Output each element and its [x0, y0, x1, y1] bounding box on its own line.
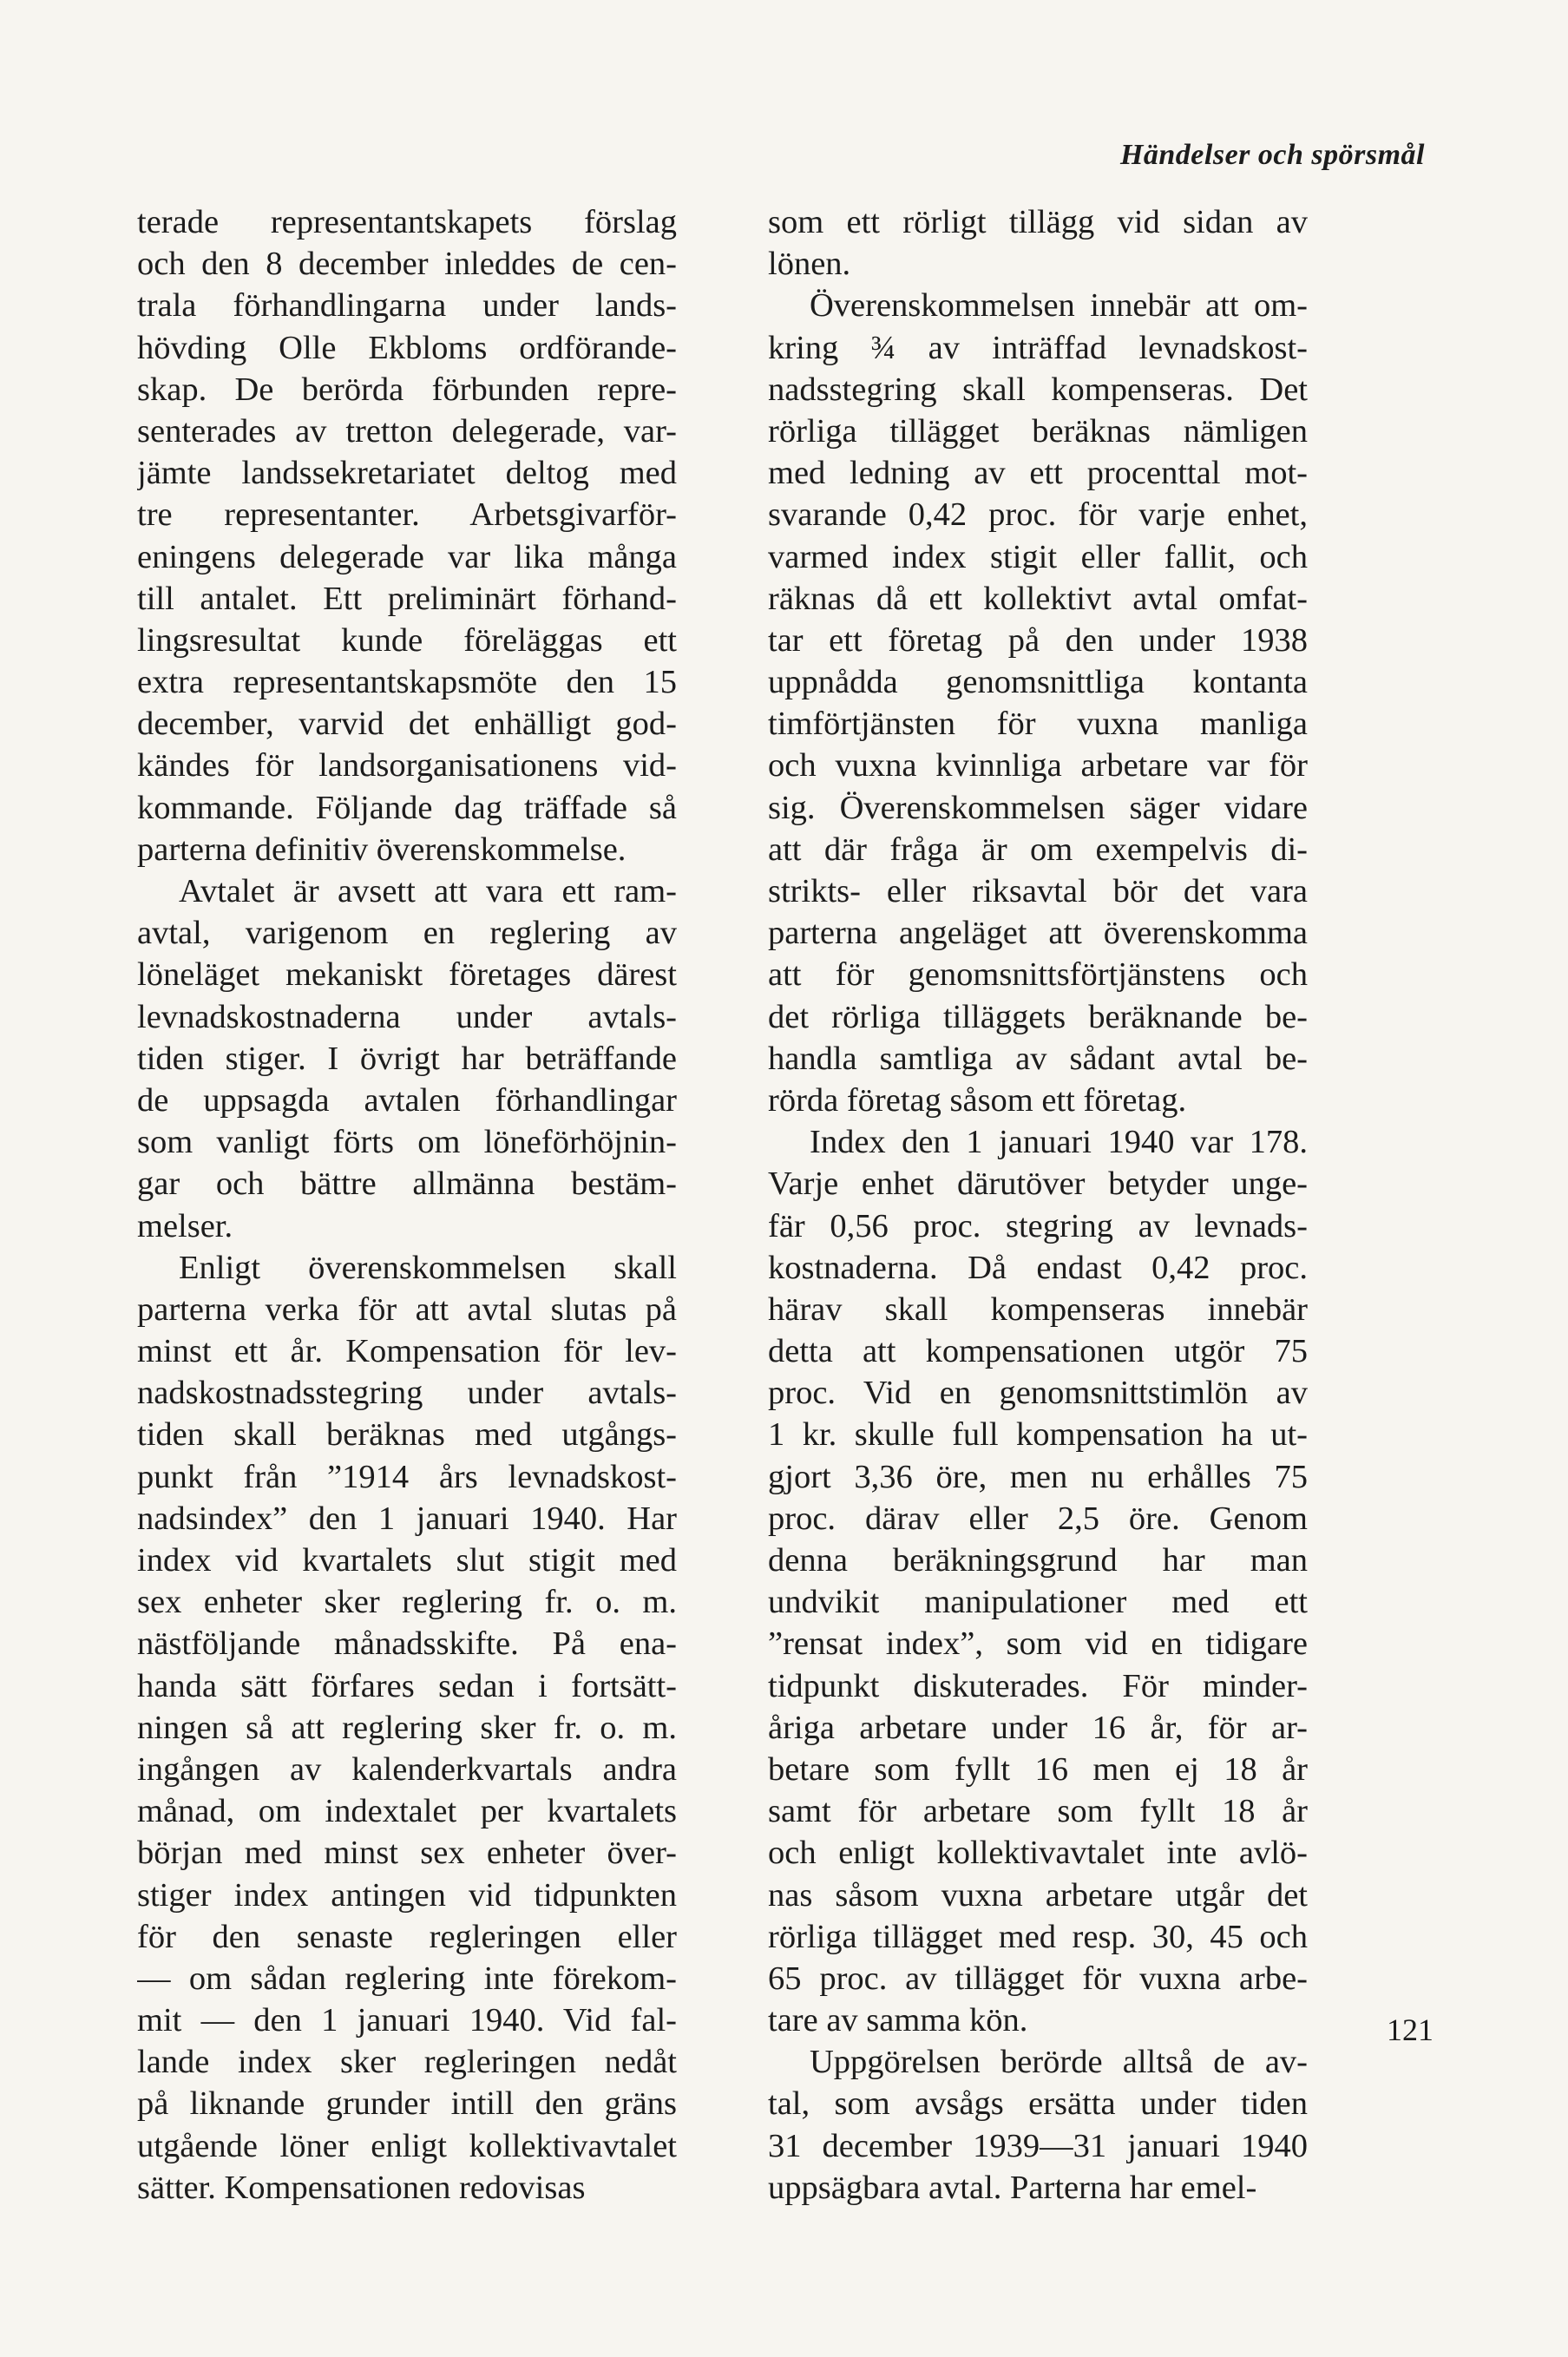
- text-line: löneläget mekaniskt företages därest: [137, 956, 677, 994]
- text-line: rörliga tillägget med resp. 30, 45 och: [768, 1918, 1308, 1955]
- text-line: kring ¾ av inträffad levnadskost-: [768, 329, 1308, 366]
- text-line: melser.: [137, 1207, 233, 1244]
- text-line: Uppgörelsen berörde alltså de av-: [810, 2044, 1308, 2081]
- text-line: uppnådda genomsnittliga kontanta: [768, 664, 1308, 701]
- text-line: extra representantskapsmöte den 15: [137, 664, 677, 701]
- text-line: gjort 3,36 öre, men nu erhålles 75: [768, 1458, 1308, 1495]
- text-line: senterades av tretton delegerade, var-: [137, 412, 677, 450]
- text-line: tre representanter. Arbetsgivarför-: [137, 496, 677, 534]
- text-line: trala förhandlingarna under lands-: [137, 287, 677, 325]
- text-line: sig. Överenskommelsen säger vidare: [768, 789, 1308, 826]
- text-line: och den 8 december inleddes de cen-: [137, 246, 677, 283]
- text-line: att för genomsnittsförtjänstens och: [768, 956, 1308, 994]
- text-line: varmed index stigit eller fallit, och: [768, 538, 1308, 575]
- text-line: stiger index antingen vid tidpunkten: [137, 1876, 677, 1914]
- text-line: tal, som avsågs ersätta under tiden: [768, 2085, 1308, 2123]
- text-line: de uppsagda avtalen förhandlingar: [137, 1081, 677, 1119]
- text-line: handla samtliga av sådant avtal be-: [768, 1040, 1308, 1077]
- text-line: början med minst sex enheter över-: [137, 1835, 677, 1872]
- text-line: gar och bättre allmänna bestäm-: [137, 1165, 677, 1203]
- text-line: på liknande grunder intill den gräns: [137, 2085, 677, 2123]
- text-line: tidpunkt diskuterades. För minder-: [768, 1667, 1308, 1704]
- text-line: proc. därav eller 2,5 öre. Genom: [768, 1500, 1308, 1537]
- text-line: tiden skall beräknas med utgångs-: [137, 1416, 677, 1454]
- text-line: december, varvid det enhälligt god-: [137, 706, 677, 743]
- text-line: terade representantskapets förslag: [137, 204, 677, 240]
- text-line: ”rensat index”, som vid en tidigare: [768, 1625, 1308, 1663]
- text-line: lingsresultat kunde föreläggas ett: [137, 621, 677, 659]
- text-line: undvikit manipulationer med ett: [768, 1584, 1308, 1621]
- text-line: 31 december 1939—31 januari 1940: [768, 2127, 1308, 2164]
- text-line: parterna definitiv överenskommelse.: [137, 831, 627, 868]
- text-line: Varje enhet därutöver betyder unge-: [768, 1165, 1308, 1203]
- text-line: ningen så att reglering sker fr. o. m.: [137, 1709, 677, 1746]
- text-line: 1 kr. skulle full kompensation ha ut-: [768, 1416, 1308, 1454]
- text-line: punkt från ”1914 års levnadskost-: [137, 1458, 677, 1495]
- text-line: — om sådan reglering inte förekom-: [137, 1960, 677, 1997]
- text-line: denna beräkningsgrund har man: [768, 1542, 1308, 1579]
- text-line: eningens delegerade var lika många: [137, 538, 677, 575]
- text-line: rörliga tillägget beräknas nämligen: [768, 412, 1308, 450]
- text-line: att där fråga är om exempelvis di-: [768, 831, 1308, 868]
- page-number: 121: [1387, 2012, 1434, 2047]
- text-line: skap. De berörda förbunden repre-: [137, 371, 677, 408]
- text-line: minst ett år. Kompensation för lev-: [137, 1333, 677, 1370]
- text-column-left: [137, 201, 677, 2209]
- text-line: sex enheter sker reglering fr. o. m.: [137, 1584, 677, 1621]
- text-line: uppsägbara avtal. Parterna har emel-: [768, 2169, 1257, 2206]
- text-column-right: [768, 201, 1308, 2209]
- text-line: härav skall kompenseras innebär: [768, 1290, 1308, 1328]
- text-line: nadsindex” den 1 januari 1940. Har: [137, 1500, 677, 1537]
- text-line: med ledning av ett procenttal mot-: [768, 455, 1308, 492]
- text-line: levnadskostnaderna under avtals-: [137, 998, 677, 1035]
- text-line: till antalet. Ett preliminärt förhand-: [137, 580, 677, 617]
- text-line: månad, om indextalet per kvartalets: [137, 1793, 677, 1830]
- text-line: som vanligt förts om löneförhöjnin-: [137, 1124, 677, 1161]
- text-line: som ett rörligt tillägg vid sidan av: [768, 204, 1308, 240]
- text-line: parterna verka för att avtal slutas på: [137, 1290, 677, 1328]
- text-line: räknas då ett kollektivt avtal omfat-: [768, 580, 1308, 617]
- text-line: tiden stiger. I övrigt har beträffande: [137, 1040, 677, 1077]
- text-line: sätter. Kompensationen redovisas: [137, 2169, 586, 2206]
- text-line: index vid kvartalets slut stigit med: [137, 1542, 677, 1579]
- text-line: kommande. Följande dag träffade så: [137, 789, 677, 826]
- text-line: nadskostnadsstegring under avtals-: [137, 1375, 677, 1412]
- text-line: Överenskommelsen innebär att om-: [810, 287, 1308, 325]
- text-line: tare av samma kön.: [768, 2002, 1028, 2039]
- text-line: lönen.: [768, 246, 851, 283]
- text-line: 65 proc. av tillägget för vuxna arbe-: [768, 1960, 1308, 1997]
- text-line: nadsstegring skall kompenseras. Det: [768, 371, 1308, 408]
- text-line: utgående löner enligt kollektivavtalet: [137, 2127, 677, 2164]
- text-line: timförtjänsten för vuxna manliga: [768, 706, 1308, 743]
- text-line: kostnaderna. Då endast 0,42 proc.: [768, 1249, 1308, 1286]
- text-line: proc. Vid en genomsnittstimlön av: [768, 1375, 1308, 1412]
- text-line: Avtalet är avsett att vara ett ram-: [179, 873, 677, 909]
- text-line: tar ett företag på den under 1938: [768, 621, 1308, 659]
- text-line: nästföljande månadsskifte. På ena-: [137, 1625, 677, 1663]
- text-line: betare som fyllt 16 men ej 18 år: [768, 1750, 1308, 1788]
- text-line: Index den 1 januari 1940 var 178.: [810, 1124, 1308, 1161]
- text-line: kändes för landsorganisationens vid-: [137, 747, 677, 785]
- text-line: och vuxna kvinnliga arbetare var för: [768, 747, 1308, 785]
- text-line: lande index sker regleringen nedåt: [137, 2044, 677, 2081]
- text-line: ingången av kalenderkvartals andra: [137, 1750, 677, 1788]
- running-head: Händelser och spörsmål: [1119, 139, 1425, 171]
- text-line: jämte landssekretariatet deltog med: [137, 455, 677, 492]
- text-line: samt för arbetare som fyllt 18 år: [768, 1793, 1308, 1830]
- text-line: för den senaste regleringen eller: [137, 1918, 677, 1955]
- text-line: det rörliga tilläggets beräknande be-: [768, 998, 1308, 1035]
- text-line: svarande 0,42 proc. för varje enhet,: [768, 496, 1308, 534]
- text-line: rörda företag såsom ett företag.: [768, 1081, 1187, 1119]
- text-line: fär 0,56 proc. stegring av levnads-: [768, 1207, 1308, 1244]
- text-line: hövding Olle Ekbloms ordförande-: [137, 329, 677, 366]
- text-line: handa sätt förfares sedan i fortsätt-: [137, 1667, 677, 1704]
- text-line: parterna angeläget att överenskomma: [768, 915, 1308, 952]
- text-line: mit — den 1 januari 1940. Vid fal-: [137, 2002, 677, 2039]
- text-line: Enligt överenskommelsen skall: [179, 1249, 677, 1286]
- text-line: nas såsom vuxna arbetare utgår det: [768, 1876, 1308, 1914]
- text-line: och enligt kollektivavtalet inte avlö-: [768, 1835, 1308, 1872]
- text-line: strikts- eller riksavtal bör det vara: [768, 873, 1308, 909]
- text-line: avtal, varigenom en reglering av: [137, 915, 677, 952]
- text-line: detta att kompensationen utgör 75: [768, 1333, 1308, 1370]
- text-line: åriga arbetare under 16 år, för ar-: [768, 1709, 1308, 1746]
